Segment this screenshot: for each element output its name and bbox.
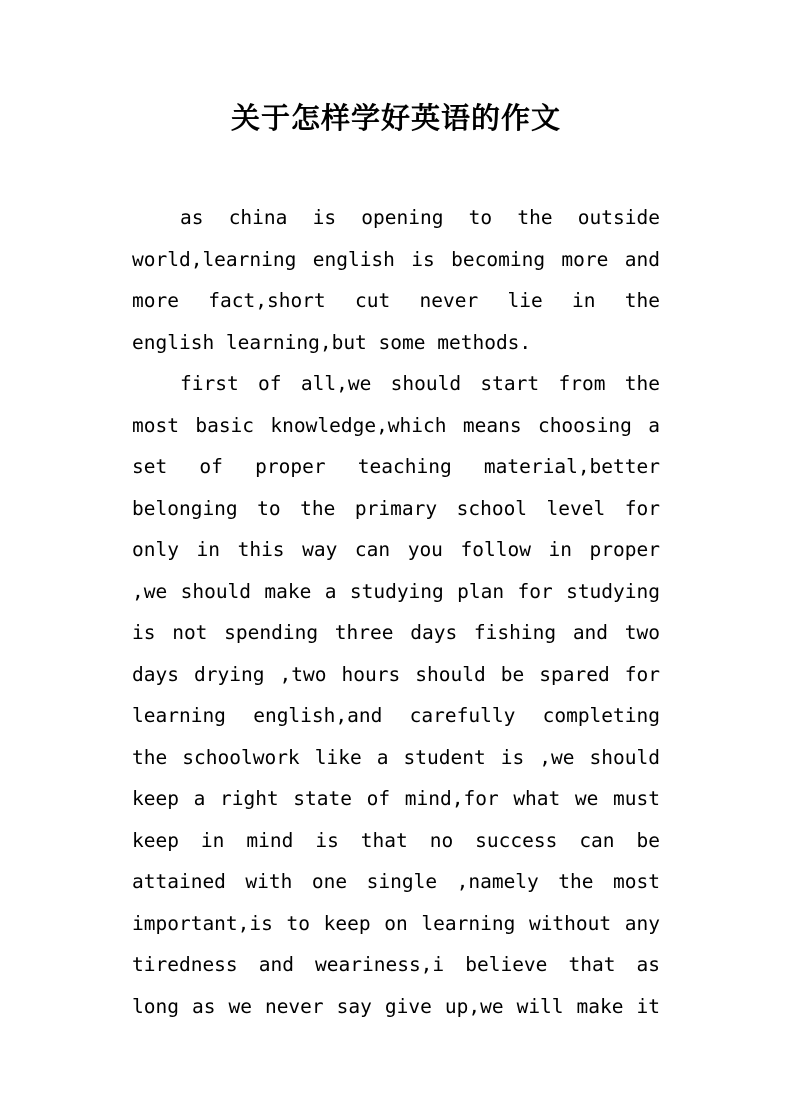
text-line: ,we should make a studying plan for studying [132,579,660,603]
text-line: the schoolwork like a student is ,we should [132,745,660,769]
document-body [132,197,660,1027]
text-line: learning english,and carefully completing [132,704,660,727]
document-title: 关于怎样学好英语的作文 [230,101,561,135]
text-line: important,is to keep on learning without any [132,911,660,935]
text-line: long as we never say give up,we will make it [132,994,660,1018]
text-line: first of all,we should start from the [180,372,660,395]
paragraph-1 [132,197,660,363]
text-line: is not spending three days fishing and two [132,621,660,644]
text-line: keep in mind is that no success can be [132,828,660,852]
text-line: keep a right state of mind,for what we must [132,787,660,810]
text-line: attained with one single ,namely the most [132,870,660,893]
text-line: set of proper teaching material,better [132,455,660,478]
text-line: most basic knowledge,which means choosing a [132,413,660,437]
text-line: more fact,short cut never lie in the [132,289,660,312]
text-line: only in this way can you follow in proper [132,538,660,561]
text-line: tiredness and weariness,i believe that as [132,953,660,976]
text-line: belonging to the primary school level for [132,496,660,520]
text-line: world,learning english is becoming more and [132,247,660,271]
text-line: days drying ,two hours should be spared for [132,662,660,686]
text-line: as china is opening to the outside [180,206,660,229]
paragraph-2 [132,363,660,1027]
text-line: english learning,but some methods. [132,330,532,354]
